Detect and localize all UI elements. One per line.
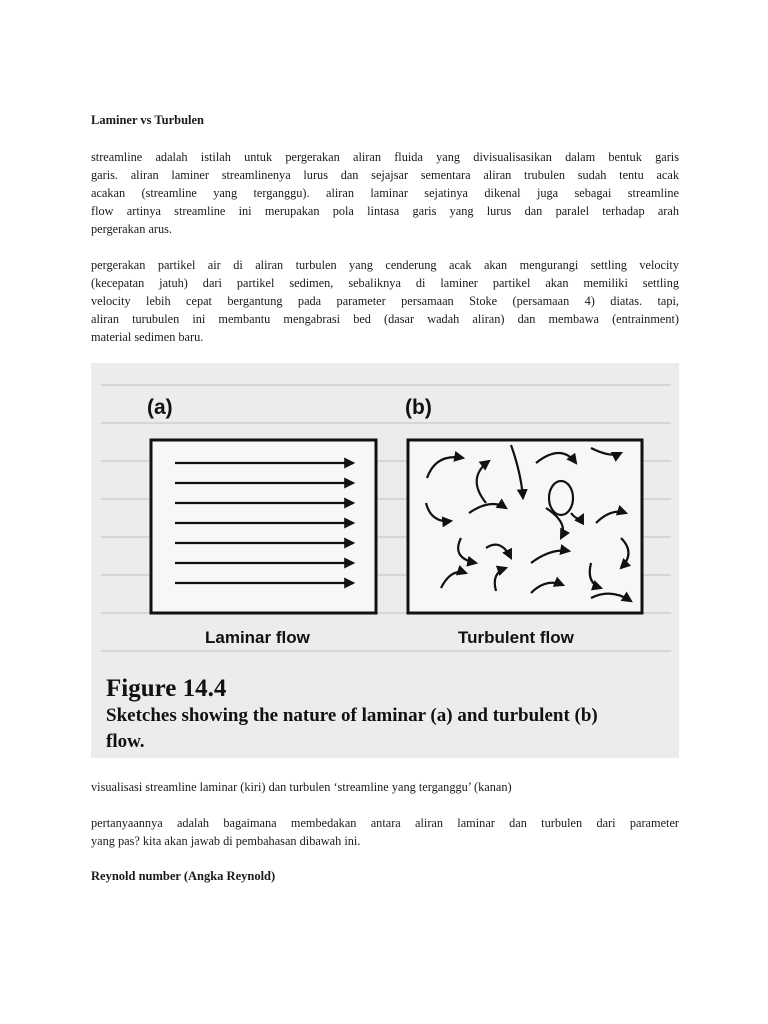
paragraph-line: (kecepatan jatuh) dari partikel sedimen, sebaliknya di laminer partikel akan memiliki settling	[91, 276, 679, 290]
caption-line: visualisasi streamline laminar (kiri) dan turbulen ‘streamline yang terganggu’ (kanan)	[91, 780, 512, 794]
paragraph-line: acakan (streamline yang terganggu). aliran laminar sejatinya dikenal juga sebagai streamline	[91, 186, 679, 200]
paragraph-line: streamline adalah istilah untuk pergerakan aliran fluida yang divisualisasikan dalam bentuk garis	[91, 150, 679, 164]
turbulent-flow-box	[408, 440, 642, 613]
panel-a-label: (a)	[147, 396, 173, 419]
laminar-flow-box	[151, 440, 376, 613]
figure-caption-line-2: flow.	[106, 731, 145, 752]
paragraph-line: velocity lebih cepat bergantung pada parameter persamaan Stoke (persamaan 4) diatas. tapi,	[91, 294, 679, 308]
image-caption	[91, 778, 679, 796]
paragraph-line: flow artinya streamline ini merupakan pola lintasa garis yang lurus dan paralel terhadap arah	[91, 204, 679, 218]
paragraph-streamline	[91, 148, 679, 238]
figure-number: Figure 14.4	[106, 675, 227, 702]
figure-caption-line-1: Sketches showing the nature of laminar (a) and turbulent (b)	[106, 705, 598, 726]
paragraph-line: yang pas? kita akan jawab di pembahasan dibawah ini.	[91, 834, 361, 848]
figure-laminar-turbulent-image	[91, 363, 679, 758]
section-heading-laminer-vs-turbulen: Laminer vs Turbulen	[91, 113, 205, 127]
paragraph-line: pertanyaannya adalah bagaimana membedakan antara aliran laminar dan turbulen dari parameter	[91, 816, 679, 830]
paragraph-line: material sedimen baru.	[91, 330, 204, 344]
paragraph-settling-velocity	[91, 256, 679, 346]
section-heading-reynold-number: Reynold number (Angka Reynold)	[91, 869, 276, 883]
paragraph-question	[91, 814, 679, 850]
panel-b-caption: Turbulent flow	[458, 628, 574, 647]
panel-b-label: (b)	[405, 396, 432, 419]
paragraph-line: pergerakan partikel air di aliran turbulen yang cenderung acak akan mengurangi settling velocity	[91, 258, 679, 272]
paragraph-line: garis. aliran laminer streamlinenya lurus dan sejajsar sementara aliran trubulen sudah tentu acak	[91, 168, 679, 182]
paragraph-line: aliran turubulen ini membantu mengabrasi bed (dasar wadah aliran) dan membawa (entrainment)	[91, 312, 679, 326]
paragraph-line: pergerakan arus.	[91, 222, 173, 236]
panel-a-caption: Laminar flow	[205, 628, 310, 647]
